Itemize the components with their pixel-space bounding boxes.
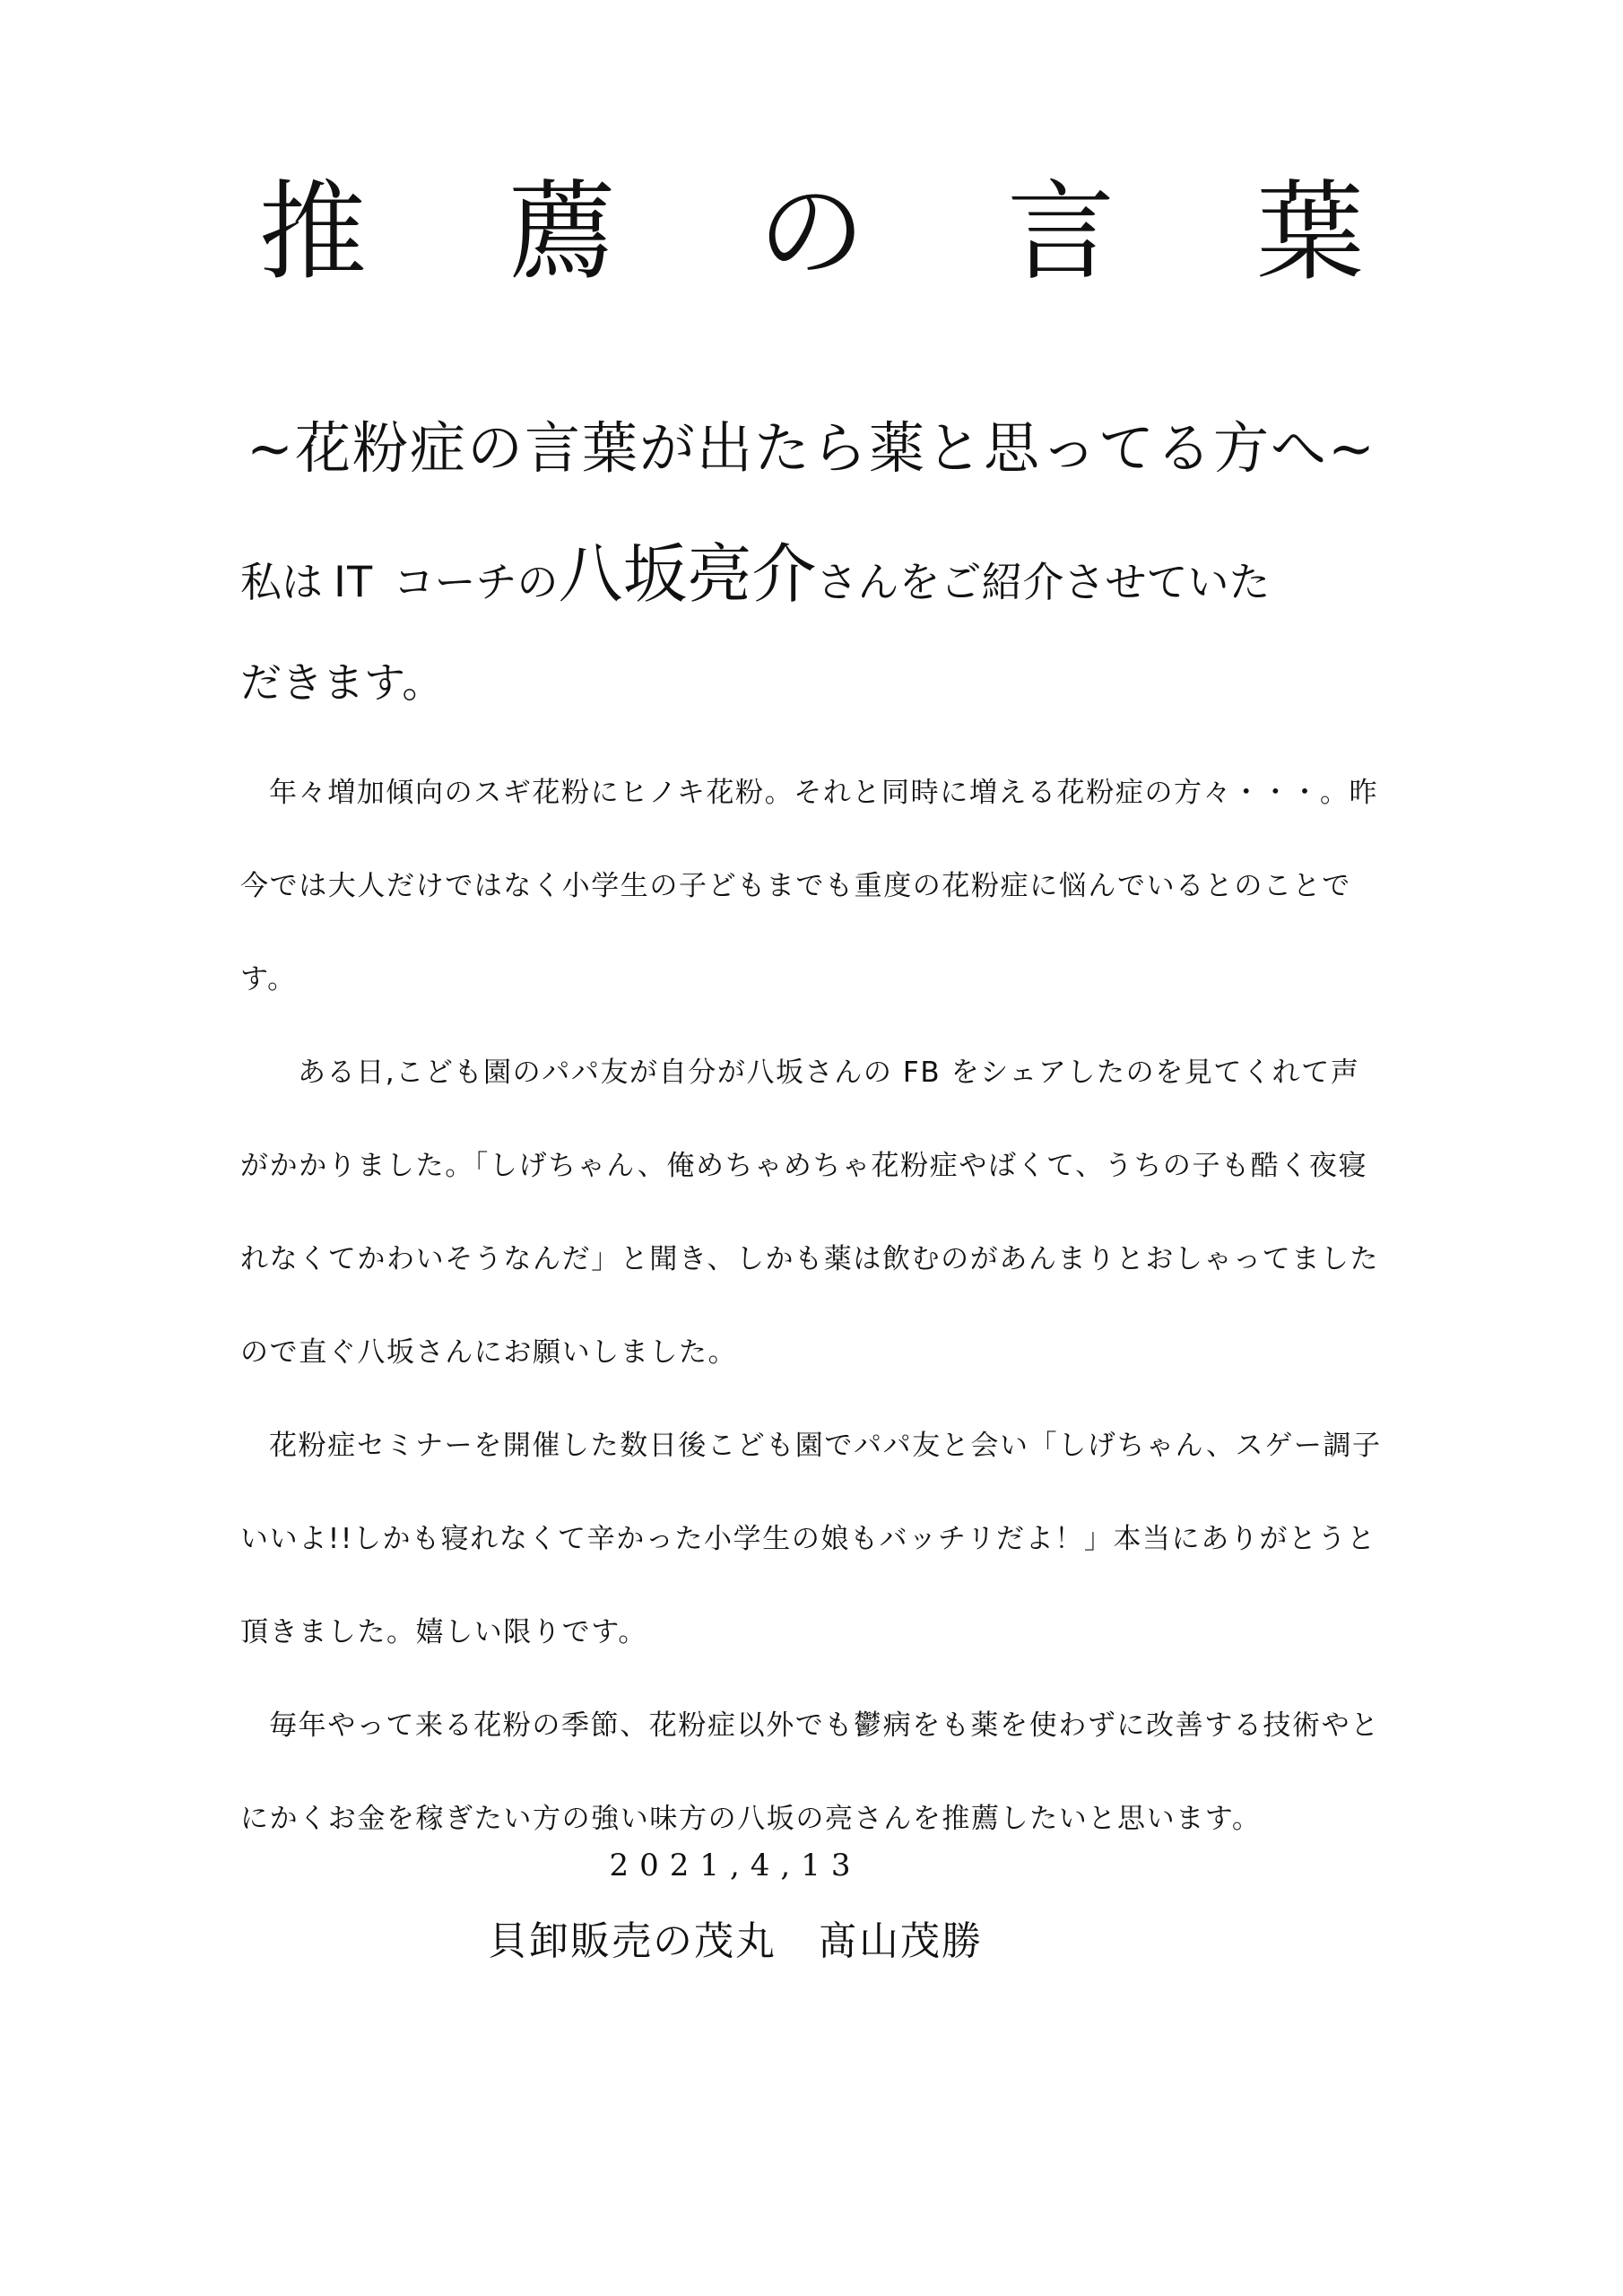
- paragraph-2: ある日,こども園のパパ友が自分が八坂さんの FB をシェアしたのを見てくれて声がかかりました。「しげちゃん、俺めちゃめちゃ花粉症やばくて、うちの子も酷く夜寝れなくてかわいそうなんだ」と聞き、しかも薬は飲むのがあんまりとおしゃってましたので直ぐ八坂さんにお願いしました。: [240, 1057, 1380, 1369]
- page-title: 推 薦 の 言 葉: [258, 170, 1419, 295]
- signature: 貝卸販売の茂丸 髙山茂勝: [488, 1918, 983, 1964]
- paragraph-3: 花粉症セミナーを開催した数日後こども園でパパ友と会い「しげちゃん、スゲー調子いいよ!!しかも寝れなくて辛かった小学生の娘もバッチリだよ！」本当にありがとうと頂きました。嬉しい限りです。: [240, 1430, 1382, 1648]
- intro-it: IT: [334, 556, 374, 606]
- intro-suffix: さんをご紹介させていた: [816, 558, 1271, 606]
- intro-line-2: だきます。: [240, 658, 444, 707]
- intro-prefix: 私は: [240, 558, 323, 606]
- body-text: [240, 746, 1384, 1866]
- paragraph-4: 毎年やって来る花粉の季節、花粉症以外でも鬱病をも薬を使わずに改善する技術やとにかくお金を稼ぎたい方の強い味方の八坂の亮さんを推薦したいと思います。: [240, 1709, 1380, 1835]
- subtitle: ~花粉症の言葉が出たら薬と思ってる方へ~: [247, 415, 1376, 481]
- intro-line: [240, 529, 1406, 627]
- paragraph-1: 年々増加傾向のスギ花粉にヒノキ花粉。それと同時に増える花粉症の方々・・・。昨今では大人だけではなく小学生の子どもまでも重度の花粉症に悩んでいるとのことです。: [240, 777, 1379, 996]
- date: 2021,4,13: [609, 1848, 862, 1883]
- intro-block: [240, 529, 1406, 718]
- intro-name: 八坂亮介: [558, 536, 817, 612]
- intro-role: コーチの: [393, 558, 559, 606]
